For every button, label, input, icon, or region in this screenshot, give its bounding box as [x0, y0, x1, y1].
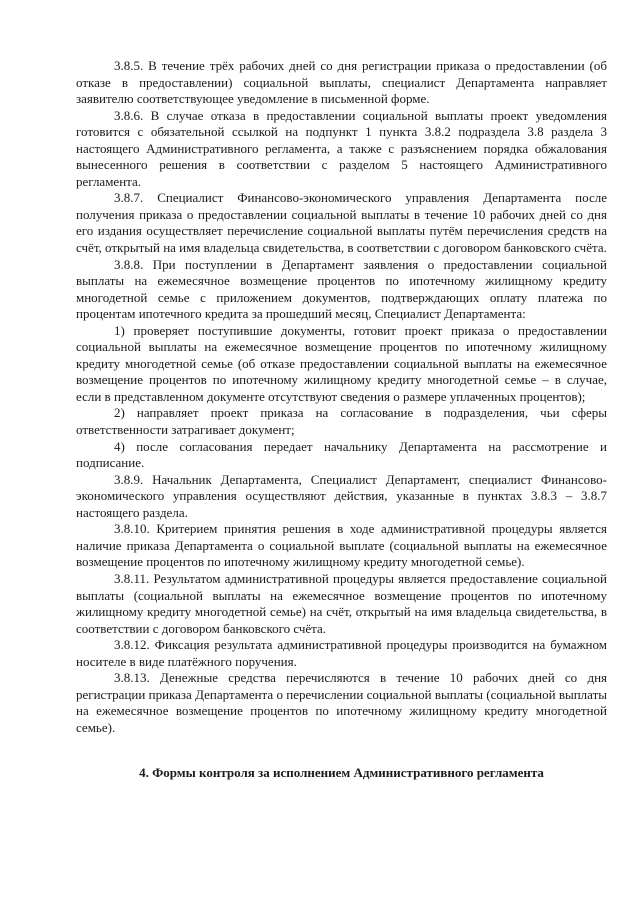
paragraph-3-8-6: 3.8.6. В случае отказа в предоставлении социальной выплаты проект уведомления готовится с обязательной ссылкой на подпункт 1 пункта 3.8.2 подраздела 3.8 раздела 3 настоящего Административного регламента, а также с разъяснением порядка обжалования вынесенного решения в соответствии с разделом 5 настоящего Административного регламента.: [76, 107, 607, 189]
paragraph-3-8-9: 3.8.9. Начальник Департамента, Специалист Департамент, специалист Финансово-экономического управления осуществляют действия, указанные в пунктах 3.8.3 – 3.8.7 настоящего раздела.: [76, 471, 607, 520]
paragraph-3-8-8: 3.8.8. При поступлении в Департамент заявления о предоставлении социальной выплаты на ежемесячное возмещение процентов по ипотечному жилищному кредиту многодетной семье с приложением документов, подтверждающих оплату платежа по процентам ипотечного кредита за прошедший месяц, Специалист Департамента:: [76, 256, 607, 322]
document-page: [76, 58, 607, 782]
paragraph-3-8-5: 3.8.5. В течение трёх рабочих дней со дня регистрации приказа о предоставлении (об отказе в предоставлении) социальной выплаты, специалист Департамента направляет заявителю соответствующее уведомление в письменной форме.: [76, 58, 607, 107]
list-item-1: 1) проверяет поступившие документы, готовит проект приказа о предоставлении социальной выплаты на ежемесячное возмещение процентов по ипотечному жилищному кредиту многодетной семье (об отказе предоставлении социальной выплаты на ежемесячное возмещение процентов по ипотечному жилищному кредиту многодетной семье – в случае, если в представленном документе отсутствуют сведения о размере уплаченных процентов);: [76, 322, 607, 404]
list-item-4: 4) после согласования передает начальнику Департамента на рассмотрение и подписание.: [76, 438, 607, 471]
paragraph-3-8-11: 3.8.11. Результатом административной процедуры является предоставление социальной выплаты (социальной выплаты на ежемесячное возмещение процентов по ипотечному жилищному кредиту многодетной семье) на счёт, открытый на имя владельца свидетельства, в соответствии с договором банковского счёта.: [76, 570, 607, 636]
list-item-2: 2) направляет проект приказа на согласование в подразделения, чьи сферы ответственности затрагивает документ;: [76, 405, 607, 438]
section-heading: 4. Формы контроля за исполнением Административного регламента: [139, 765, 544, 781]
paragraph-3-8-12: 3.8.12. Фиксация результата административной процедуры производится на бумажном носителе в виде платёжного поручения.: [76, 637, 607, 669]
paragraph-3-8-10: 3.8.10. Критерием принятия решения в ходе административной процедуры является наличие приказа Департамента о социальной выплате (социальной выплаты на ежемесячное возмещение процентов по ипотечному жилищному кредиту многодетной семье).: [76, 521, 607, 570]
paragraph-3-8-7: 3.8.7. Специалист Финансово-экономического управления Департамента после получения приказа о предоставлении социальной выплаты в течение 10 рабочих дней со дня его издания осуществляет перечисление социальной выплаты путём перечисления средств на счёт, открытый на имя владельца свидетельства, в соответствии с договором банковского счёта.: [76, 190, 607, 256]
paragraph-3-8-13: 3.8.13. Денежные средства перечисляются в течение 10 рабочих дней со дня регистрации приказа Департамента о перечислении социальной выплаты (социальной выплаты на ежемесячное возмещение процентов по ипотечному жилищному кредиту многодетной семье).: [76, 670, 607, 735]
